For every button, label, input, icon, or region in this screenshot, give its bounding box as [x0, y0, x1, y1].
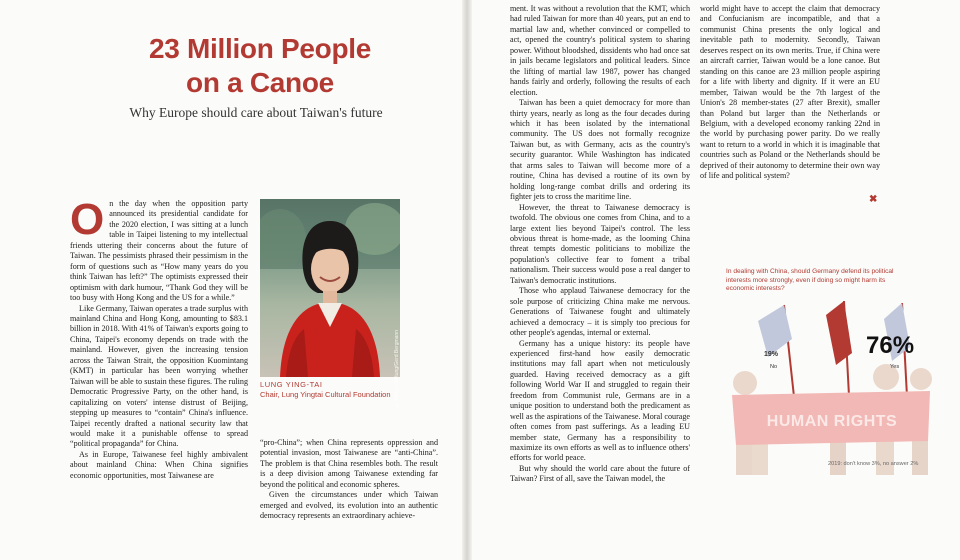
flag-yes — [826, 301, 852, 365]
paragraph: “pro-China”; when China represents oppression and potential invasion, most Taiwanese are “anti-China”. The problem is that China resembles both. The result is a deep division among Taiwanese extending far beyond the political and economic spheres. — [260, 438, 438, 489]
end-of-article-icon: ✖ — [869, 194, 878, 205]
headline-line-2: on a Canoe — [186, 67, 334, 98]
drop-cap: O — [70, 195, 105, 244]
paragraph: Germany has a unique history: its people have experienced first-hand how easily democratic institutions may fall apart when not meticulously guarded. Having received democracy as a gift following World War II and struggled to regain their freedom from Communist rule, Germans are in a unique position to understand both the predicament as well as the aspirations of the Taiwanese. Moral courage often comes from past sufferings. As a leading EU member state, Germany has a responsibility to maximize its own efforts as well as to influence others' efforts for world peace. — [510, 338, 690, 463]
paragraph: But why should the world care about the future of Taiwan? First of all, save the Taiwan model, the — [510, 463, 690, 484]
poll-footnote: 2019: don't know 3%, no answer 2% — [828, 461, 919, 467]
paragraph: Taiwan has been a quiet democracy for more than thirty years, nearly as long as the four decades during which it has been isolated by the international community. The US does not formally recognize Taiwan but, as with Germany, acts as the country's security guarantor. While Washington has indicated that arms sales to Taiwan will become more of a routine, China has devised a routine of its own by holding long-range combat drills and ordering its fighter jets to cross the maritime line. — [510, 98, 690, 202]
paragraph: However, the threat to Taiwanese democracy is twofold. The obvious one comes from China, and to a large extent lies beyond Taipei's control. The less obvious threat is home-made, as the looming China threat tempts domestic politicians to mobilize the population's collective fear to foment a tribal nationalism. Their success would pose a real danger to Taiwan's democratic institutions. — [510, 202, 690, 285]
paragraph: world might have to accept the claim that democracy and Confucianism are incompatible, and that a communist China presents the only logical and inevitable path to modernity. Secondly, Taiwan deserves respect on its own merits. True, if China were an aircraft carrier, Taiwan would be a lone canoe. But standing on this canoe are 23 million people aspiring for a life with liberty and dignity. If it were an EU member, Taiwan would be the 7th largest of the Union's 28 member-states (27 after Brexit), smaller than Poland but larger than the Netherlands or Belgium, with a developed economy ranking 22nd in the world by purchasing power parity. Do we really want to return to a world in which it is imaginable that countries such as Poland or the Netherlands should be deprived of their autonomy to determine their own way of life and political system? — [700, 4, 880, 181]
fist-shape — [733, 371, 757, 395]
paragraph: Those who applaud Taiwanese democracy for the sole purpose of criticizing China make me nervous. Generations of Taiwanese fought and ultimately achieved a democracy – it is simply too precious for other people's agendas, internal or external. — [510, 286, 690, 338]
photo-credit: © Körber-Stiftung/Gerd Bergmann — [394, 330, 400, 408]
no-percentage: 19% — [764, 351, 779, 358]
paragraph-text: n the day when the opposition party announced its presidential candidate for the 2020 election, I was sitting at a lunch table in Taipei listening to my intellectual friends uttering their concerns about the future of Taiwan. The pessimists phrased their pessimism in the form of questions such as “How many years do you think Taiwan has left?” The optimists expressed their optimism with dark humour, “Thank God they will be too busy with Hong Kong and the US for a while.” — [70, 199, 248, 303]
caption-name: LUNG YING-TAI — [260, 380, 323, 389]
headline-line-1: 23 Million People — [148, 33, 372, 64]
no-label: No — [770, 364, 778, 370]
paragraph — [70, 195, 248, 304]
portrait-photo — [260, 199, 400, 377]
banner-text: HUMAN RIGHTS — [766, 413, 898, 430]
fist-shape — [910, 368, 932, 390]
article-column-3 — [510, 4, 690, 485]
portrait-illustration — [260, 199, 400, 377]
paragraph: ment. It was without a revolution that the KMT, which had ruled Taiwan for more than 40 years, put an end to martial law and, whether convinced or compelled to act, opened the country's political system to sharing power. Without bloodshed, dissidents who had once sat in jails became legislators and political leaders. Since the lifting of martial law 1987, power has changed hands fairly and orderly, following the results of each election. — [510, 4, 690, 97]
caption-role: Chair, Lung Yingtai Cultural Foundation — [260, 390, 391, 399]
poll-question: In dealing with China, should Germany defend its political interests more strongly, even if doing so might harm its economic interests? — [726, 268, 894, 292]
yes-percentage: 76% — [866, 332, 915, 359]
photo-caption — [260, 380, 391, 400]
yes-label: Yes — [890, 364, 900, 370]
human-rights-banner — [732, 391, 930, 445]
flag-no — [758, 305, 792, 357]
article-column-1 — [70, 195, 248, 481]
article-column-2 — [260, 438, 438, 522]
paragraph: Like Germany, Taiwan operates a trade surplus with mainland China and Hong Kong, amounting to $83.1 billion in 2018. With 41% of Taiwan's exports going to China, Taipei's economy depends on trade with the mainland. However, given the increasing tension across the Taiwan Strait, the opposition Kuomintang (KMT) in particular has been worrying whether Taiwan will be able to sustain these figures. The ruling Democratic Progressive Party, on the other hand, is capitalizing on voters' intense distrust of Beijing, stepping up measures to “contain” China's influence. Taipei recently drafted a national security law that would make it a punishable offense to spread “political propaganda” for China. — [70, 303, 248, 449]
poll-infographic — [726, 265, 936, 475]
subtitle: Why Europe should care about Taiwan's future — [129, 105, 383, 120]
paragraph: As in Europe, Taiwanese feel highly ambivalent about mainland China: When China signifies economic opportunities, most Taiwanese are — [70, 449, 248, 480]
paragraph: Given the circumstances under which Taiwan emerged and evolved, its evolution into an authentic democracy represents an extraordinary achieve- — [260, 490, 438, 521]
article-column-4 — [700, 4, 880, 182]
